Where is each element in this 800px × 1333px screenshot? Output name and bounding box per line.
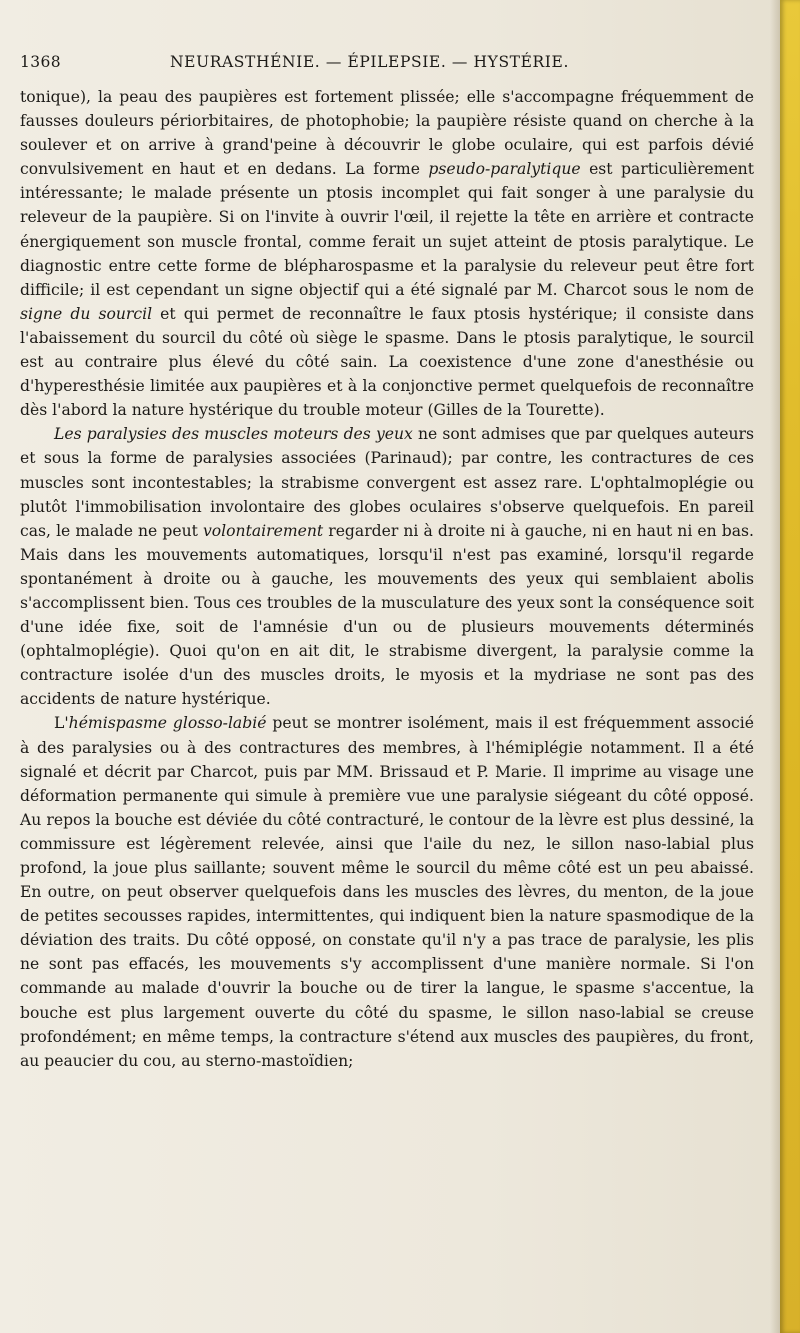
paragraph-eye-muscle-paralysis bbox=[20, 422, 754, 711]
yellow-page-edge bbox=[780, 0, 800, 1333]
text-run: regarder ni à droite ni à gauche, ni en haut ni en bas. Mais dans les mouvements automatiques, lorsqu'il n'est pas examiné, lorsqu'il regarde spontanément à droite ou à gauche, les mouvements des yeux qui semblaient abolis s'accomplissent bien. Tous ces troubles de la musculature des yeux sont la conséquence soit d'une idée fixe, soit de l'amnésie d'un ou de plusieurs mouvements déterminés (ophtalmoplégie). Quoi qu'on en ait dit, le strabisme divergent, la paralysie comme la contracture isolée d'un des muscles droits, le myosis et la mydriase ne sont pas des accidents de nature hystérique. bbox=[20, 521, 754, 709]
running-header bbox=[20, 53, 756, 77]
page-number: 1368 bbox=[20, 53, 62, 71]
page-edge-shadow bbox=[770, 0, 780, 1333]
italic-term: volontairement bbox=[202, 521, 324, 540]
italic-term: Les paralysies des muscles moteurs des yeux bbox=[54, 425, 413, 444]
text-run: peut se montrer isolément, mais il est fréquemment associé à des paralysies ou à des contractures des membres, à l'hémiplégie notamment. Il a été signalé et décrit par Charcot, puis par MM. Brissaud et P. Marie. Il imprime au visage une déformation permanente qui simule à première vue une paralysie siégeant du côté opposé. Au repos la bouche est déviée du côté contracturé, le contour de la lèvre est plus dessiné, la commissure est légèrement relevée, ainsi que l'aile du nez, le sillon naso-labial plus profond, la joue plus saillante; souvent même le sourcil du même côté est un peu abaissé. En outre, on peut observer quelquefois dans les muscles des lèvres, du menton, de la joue de petites secousses rapides, intermittentes, qui indiquent bien la nature spasmodique de la déviation des traits. Du côté opposé, on constate qu'il n'y a pas trace de paralysie, les plis ne sont pas effacés, les mouvements s'y accomplissent d'une manière normale. Si l'on commande au malade d'ouvrir la bouche ou de tirer la langue, le spasme s'accentue, la bouche est plus largement ouverte du côté du spasme, le sillon naso-labial se creuse profondément; en même temps, la contracture s'étend aux muscles des paupières, du front, au peaucier du cou, au sterno-mastoïdien; bbox=[20, 714, 754, 1070]
running-title: NEURASTHÉNIE. — ÉPILEPSIE. — HYSTÉRIE. bbox=[170, 53, 569, 71]
text-run: tonique), la peau des paupières est fortement plissée; elle s'accompagne fréquemment de fausses douleurs périorbitaires, de photophobie; la paupière résiste quand on cherche à la soulever et on arrive à grand'peine à découvrir le globe oculaire, qui est parfois dévié convulsivement en haut et en dedans. La forme bbox=[20, 88, 754, 179]
italic-term: pseudo-paralytique bbox=[428, 160, 581, 179]
italic-term: hémispasme glosso-labié bbox=[68, 714, 267, 733]
italic-term: signe du sourcil bbox=[20, 304, 153, 323]
text-run: L' bbox=[54, 714, 69, 733]
paragraph-glosso-labial-hemispasm bbox=[20, 711, 754, 1072]
text-run: et qui permet de reconnaître le faux ptosis hystérique; il consiste dans l'abaissement du sourcil du côté où siège le spasme. Dans le ptosis paralytique, le sourcil est au contraire plus élevé du côté sain. La coexistence d'une zone d'anesthésie ou d'hyperesthésie limitée aux paupières et à la conjonctive permet quelquefois de reconnaître dès l'abord la nature hystérique du trouble moteur (Gilles de la Tourette). bbox=[20, 304, 754, 420]
paragraph-blepharospasm bbox=[20, 85, 754, 422]
text-run: est particulièrement intéressante; le malade présente un ptosis incomplet qui fait songer à une paralysie du releveur de la paupière. Si on l'invite à ouvrir l'œil, il rejette la tête en arrière et contracte énergiquement son muscle frontal, comme ferait un sujet atteint de ptosis paralytique. Le diagnostic entre cette forme de blépharospasme et la paralysie du releveur peut être fort difficile; il est cependant un signe objectif qui a été signalé par M. Charcot sous le nom de bbox=[20, 160, 754, 299]
body-text bbox=[20, 85, 754, 1073]
text-run: ne sont admises que par quelques auteurs et sous la forme de paralysies associées (Parinaud); par contre, les contractures de ces muscles sont incontestables; la strabisme convergent est assez rare. L'ophtalmoplégie ou plutôt l'immobilisation involontaire des globes oculaires s'observe quelquefois. En pareil cas, le malade ne peut bbox=[20, 425, 754, 540]
